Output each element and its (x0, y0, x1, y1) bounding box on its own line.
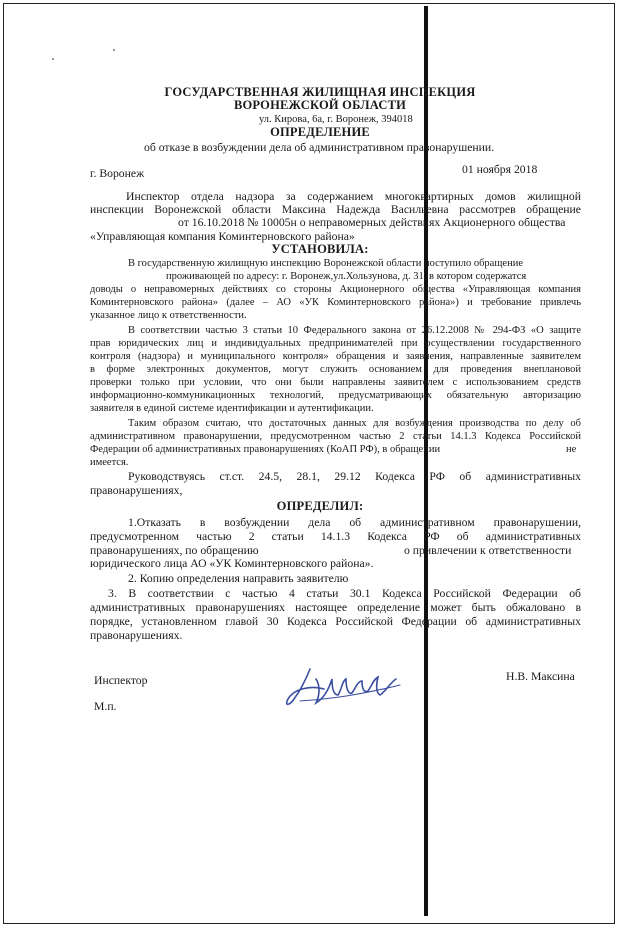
document-title: ОПРЕДЕЛЕНИЕ (270, 125, 370, 139)
document-subtitle: об отказе в возбуждении дела об административном правонарушении. (144, 141, 495, 154)
scan-speck (113, 49, 115, 51)
established-line: Таким образом считаю, что достаточных данных для возбуждения производства по делу об (128, 418, 581, 429)
established-line: Коминтерновского района» (далее – АО «УК Коминтерновского района») и требование привлечь (90, 297, 581, 308)
handwritten-signature (280, 655, 410, 715)
intro-line: инспекции Воронежской области Максина Надежда Васильевна рассмотрев обращение (90, 203, 581, 216)
established-line: информационно-коммуникационных технологий, предусматривающих обязательную авторизацию (90, 390, 581, 401)
intro-line: от 16.10.2018 № 10005н о неправомерных действиях Акционерного общества (178, 216, 566, 229)
decided-line: правонарушениях, по обращению (90, 544, 259, 557)
established-line: указанное лицо к ответственности. (90, 310, 247, 321)
decided-line: юридического лица АО «УК Коминтерновского района». (90, 557, 374, 570)
stamp-placeholder: М.п. (94, 700, 117, 713)
established-line: имеется. (90, 457, 129, 468)
established-line: Федерации об административных правонарушениях (КоАП РФ), в обращении (90, 444, 441, 455)
signer-role: Инспектор (94, 674, 148, 687)
decided-heading: ОПРЕДЕЛИЛ: (276, 499, 364, 513)
established-line: заявителя в единой системе идентификации и аутентификации. (90, 403, 374, 414)
decided-item2: 2. Копию определения направить заявителю (128, 572, 349, 585)
decided-line: административных правонарушениях настоящее определение может быть обжаловано в (90, 601, 581, 614)
guided-line: правонарушениях, (90, 484, 183, 497)
established-line: прав юридических лиц и индивидуальных предпринимателей при осуществлении государственного (90, 338, 581, 349)
document-date: 01 ноября 2018 (462, 163, 538, 176)
org-address: ул. Кирова, 6а, г. Воронеж, 394018 (259, 114, 413, 125)
established-line: административном правонарушении, предусмотренном частью 2 статьи 14.1.3 Кодекса Российской (90, 431, 581, 442)
established-heading: УСТАНОВИЛА: (271, 242, 369, 256)
decided-line: о привлечении к ответственности (404, 544, 572, 557)
established-line: В государственную жилищную инспекцию Воронежской области поступило обращение (128, 258, 523, 269)
decided-line: правонарушениях. (90, 629, 183, 642)
scan-speck (52, 58, 54, 60)
established-line: проверки только при условии, что они были направлены заявителем с использованием средств (90, 377, 581, 388)
established-line: В соответствии частью 3 статьи 10 Федерального закона от 26.12.2008 № 294-ФЗ «О защите (128, 325, 581, 336)
guided-line: Руководствуясь ст.ст. 24.5, 28.1, 29.12 Кодекса РФ об административных (128, 470, 581, 483)
decided-line: предусмотренном частью 2 статьи 14.1.3 Кодекса РФ об административных (90, 530, 581, 543)
decided-line: 3. В соответствии с частью 4 статьи 30.1 Кодекса Российской Федерации об (108, 587, 581, 600)
org-name-line1: ГОСУДАРСТВЕННАЯ ЖИЛИЩНАЯ ИНСПЕКЦИЯ (164, 85, 476, 99)
city: г. Воронеж (90, 167, 145, 180)
org-name-line2: ВОРОНЕЖСКОЙ ОБЛАСТИ (233, 98, 407, 112)
intro-line: «Управляющая компания Коминтерновского района» (90, 230, 355, 243)
established-line: в форме электронных документов, могут служить основанием для проведения внеплановой (90, 364, 581, 375)
established-line: контроля (надзора) и муниципального контроля» обращения и заявления, направленные заявителем (90, 351, 581, 362)
intro-line: Инспектор отдела надзора за содержанием многоквартирных домов жилищной (126, 190, 581, 203)
decided-line: порядке, установленном главой 30 Кодекса Российской Федерации об административных (90, 615, 581, 628)
signer-name: Н.В. Максина (506, 670, 575, 683)
established-line: доводы о неправомерных действиях со стороны Акционерного общества «Управляющая компания (90, 284, 581, 295)
established-line: проживающей по адресу: г. Воронеж,ул.Хользунова, д. 31, в котором содержатся (166, 271, 527, 282)
established-line: не (566, 444, 577, 455)
decided-line: 1.Отказать в возбуждении дела об административном правонарушении, (128, 516, 581, 529)
